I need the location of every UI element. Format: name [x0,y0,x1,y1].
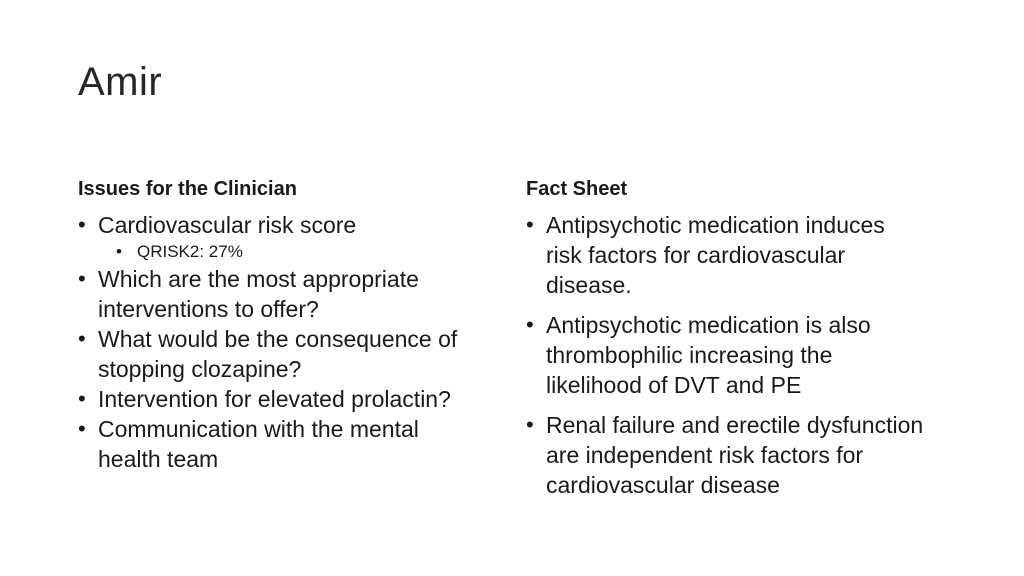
issues-item-communication: • Communication with the mental health team [78,414,478,474]
fact-sheet-heading: Fact Sheet [526,178,628,200]
issues-column [78,178,478,474]
issues-heading: Issues for the Clinician [78,178,297,200]
issues-item-prolactin: • Intervention for elevated prolactin? [78,384,478,414]
fact-item-thrombophilic: • Antipsychotic medication is also thrombophilic increasing the likelihood of DVT and PE [526,310,926,400]
list-item-text: Cardiovascular risk score [98,212,357,238]
issues-item-stopping-clozapine: • What would be the consequence of stopping clozapine? [78,324,478,384]
slide-title: Amir [78,60,163,104]
issues-subitem-qrisk2: • QRISK2: 27% [116,240,478,264]
fact-item-renal-failure: • Renal failure and erectile dysfunction are independent risk factors for cardiovascular disease [526,410,926,500]
fact-sheet-list [526,210,926,500]
issues-item-cardiovascular-risk [78,210,478,264]
issues-list [78,210,478,474]
fact-item-risk-factors: • Antipsychotic medication induces risk factors for cardiovascular disease. [526,210,926,300]
issues-item-interventions: • Which are the most appropriate interventions to offer? [78,264,478,324]
issues-sublist [98,240,478,264]
fact-sheet-column [526,178,926,510]
